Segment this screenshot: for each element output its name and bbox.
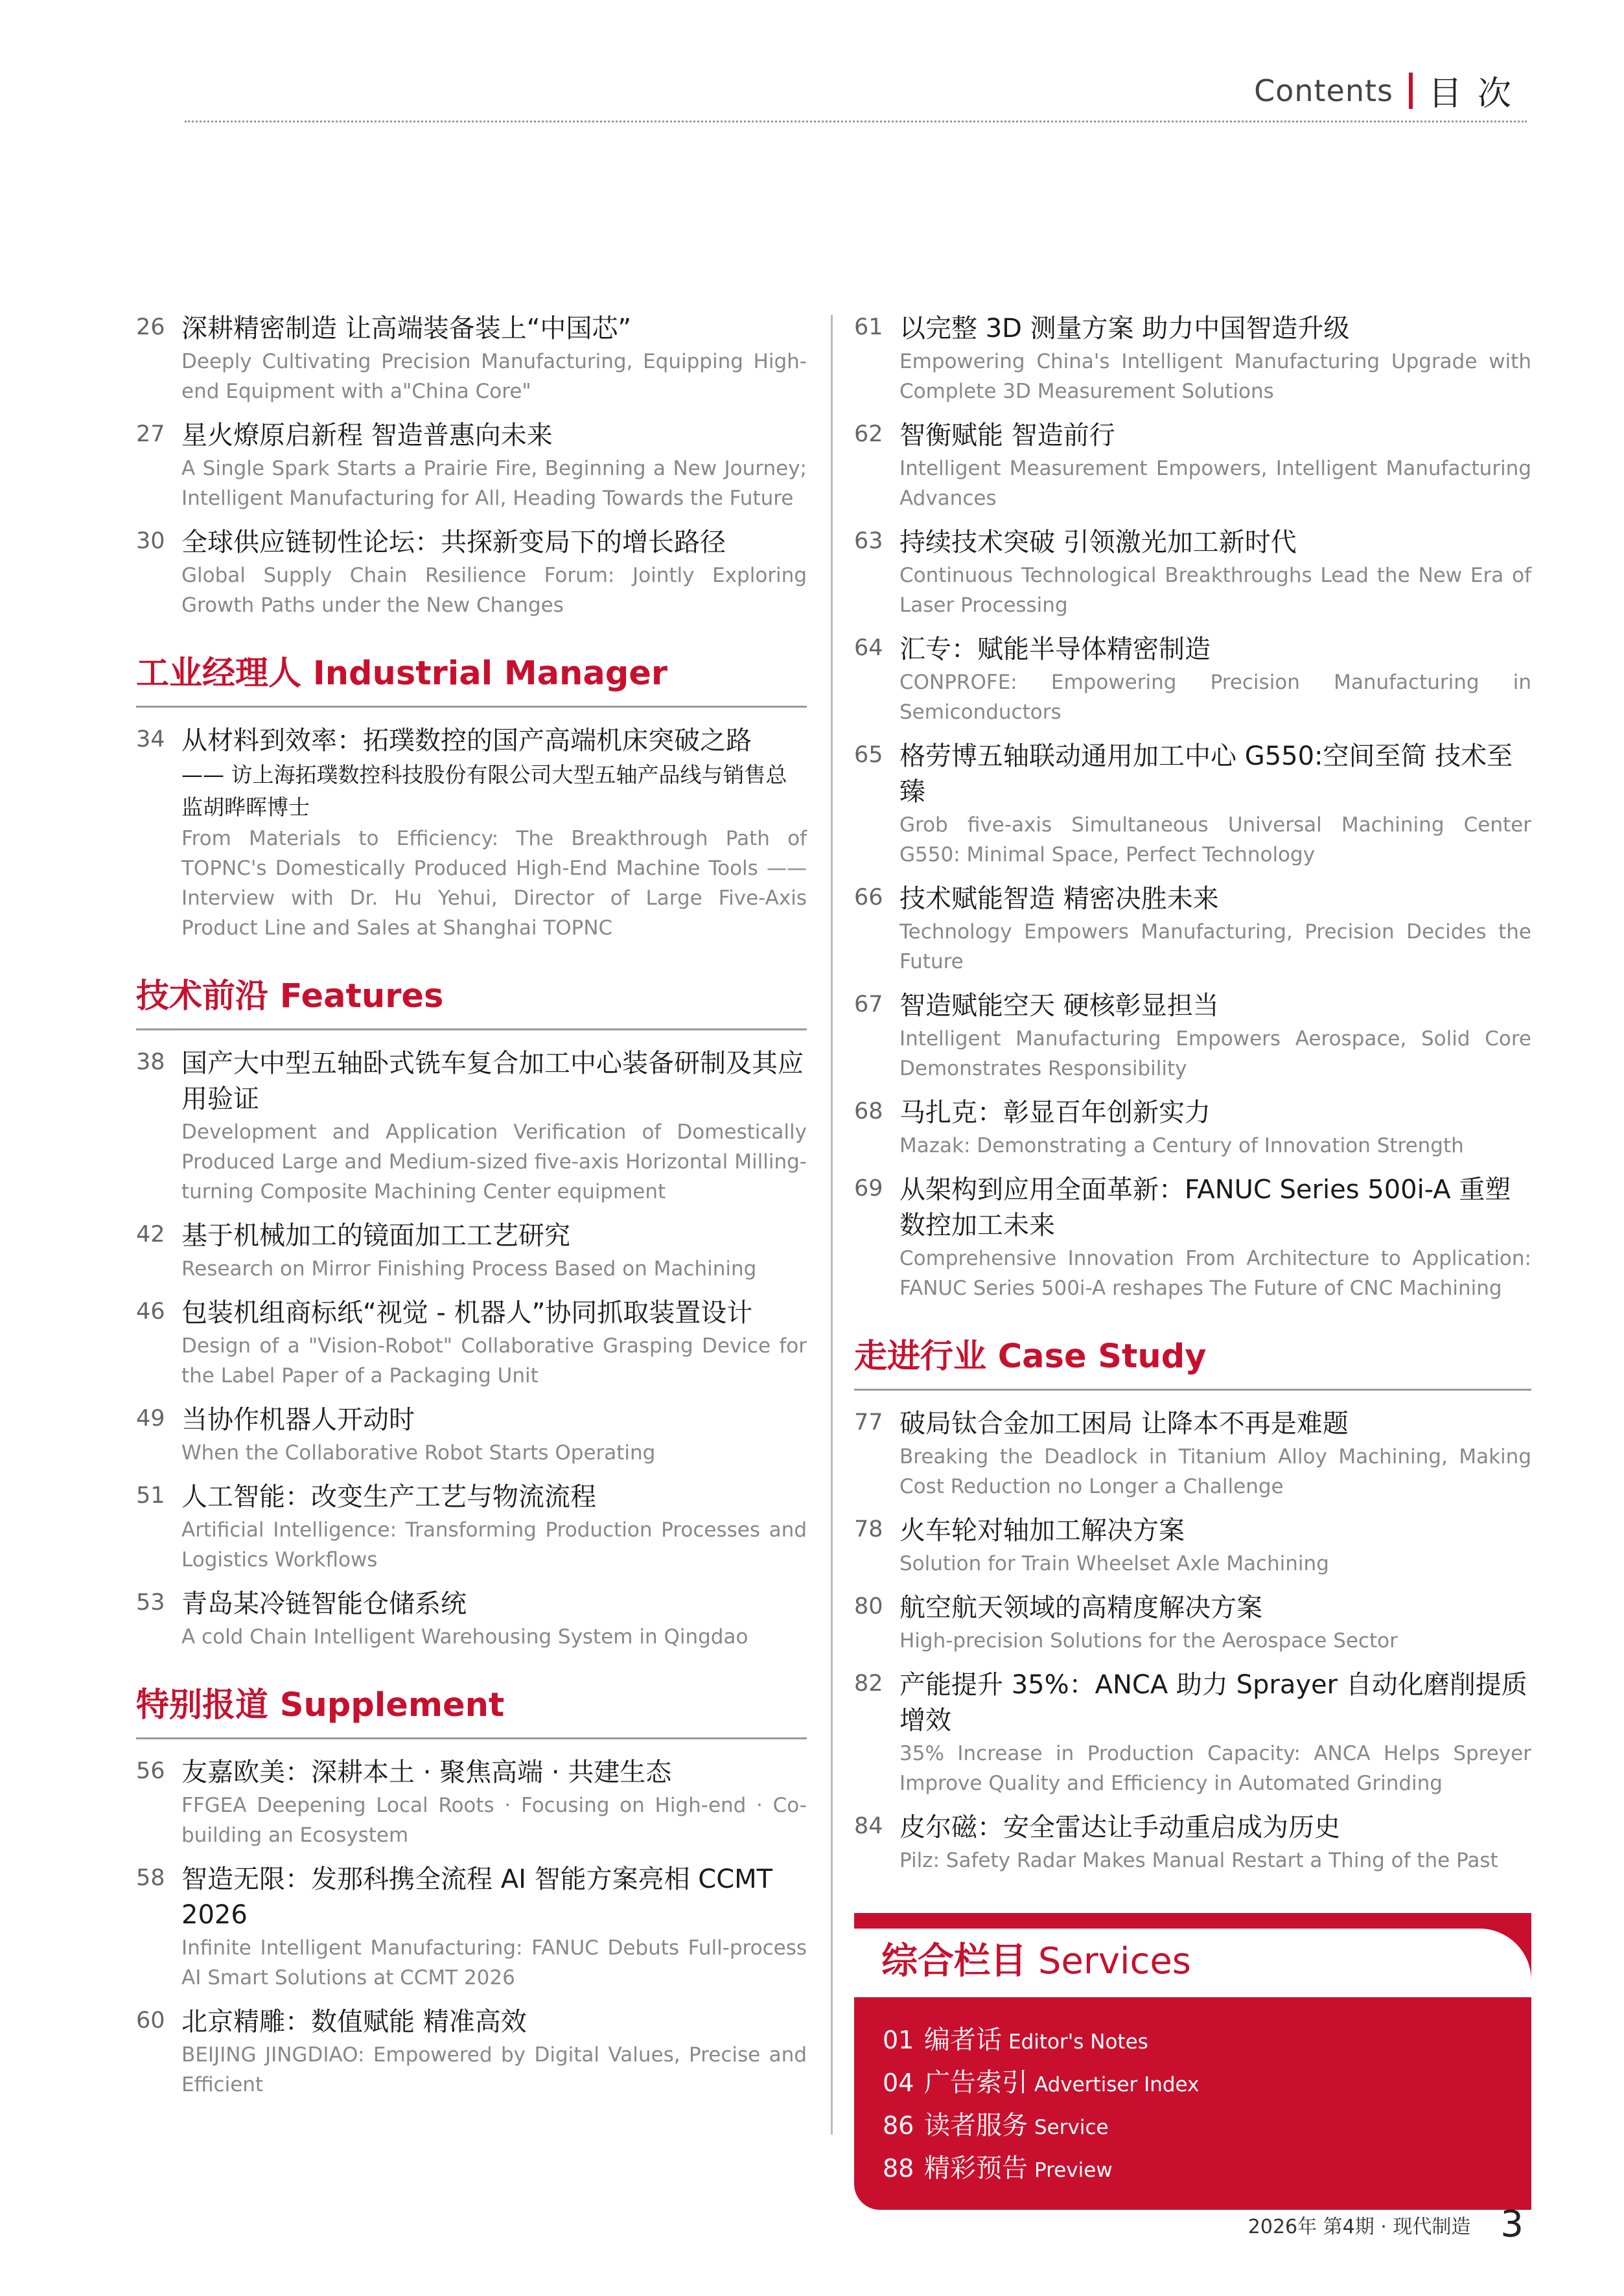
- toc-entry[interactable]: [854, 1590, 1531, 1656]
- toc-entry[interactable]: [854, 1095, 1531, 1161]
- toc-entry[interactable]: [136, 1755, 807, 1850]
- page-number: 26: [136, 314, 165, 340]
- title-en: When the Collaborative Robot Starts Operating: [181, 1441, 656, 1465]
- services-item-cn: 编者话: [924, 2025, 1002, 2055]
- toc-entry[interactable]: [854, 632, 1531, 727]
- toc-entry[interactable]: [136, 723, 807, 943]
- toc-entry[interactable]: [854, 1513, 1531, 1579]
- title-en: Intelligent Measurement Empowers, Intelligent Manufacturing Advances: [899, 457, 1531, 510]
- title-en: Infinite Intelligent Manufacturing: FANUC Debuts Full-process AI Smart Solutions at CCMT 2026: [181, 1936, 807, 1989]
- entry-body: [899, 1513, 1531, 1579]
- title-en: Research on Mirror Finishing Process Based on Machining: [181, 1257, 757, 1281]
- title-cn: 智衡赋能 智造前行: [899, 421, 1115, 450]
- title-cn: 马扎克：彰显百年创新实力: [899, 1098, 1211, 1128]
- entry-body: [899, 525, 1531, 620]
- toc-entry[interactable]: [854, 311, 1531, 406]
- column-divider: [831, 315, 833, 2135]
- services-item-en: Advertiser Index: [1034, 2073, 1200, 2096]
- entry-body: [181, 1295, 807, 1391]
- title-cn: 友嘉欧美：深耕本土 · 聚焦高端 · 共建生态: [181, 1757, 672, 1787]
- services-item-cn: 精彩预告: [924, 2153, 1028, 2183]
- title-en: Artificial Intelligence: Transforming Production Processes and Logistics Workflows: [181, 1518, 807, 1571]
- services-list: [854, 1997, 1531, 2210]
- entry-body: [899, 632, 1531, 727]
- title-en: Breaking the Deadlock in Titanium Alloy Machining, Making Cost Reduction no Longer a Challenge: [899, 1445, 1531, 1498]
- page-footer: [1248, 2203, 1524, 2245]
- services-box: [854, 1913, 1531, 2210]
- title-en: Empowering China's Intelligent Manufacturing Upgrade with Complete 3D Measurement Solutions: [899, 350, 1531, 403]
- services-item[interactable]: [883, 2019, 1505, 2062]
- page-number: 69: [854, 1176, 883, 1201]
- toc-entry[interactable]: [136, 525, 807, 620]
- entry-body: [899, 418, 1531, 513]
- services-item[interactable]: [883, 2148, 1505, 2190]
- services-item-page: 88: [883, 2154, 914, 2183]
- contents-heading: [1254, 66, 1527, 115]
- page-number: 77: [854, 1409, 883, 1435]
- entry-body: [181, 723, 807, 943]
- title-en: Continuous Technological Breakthroughs Lead the New Era of Laser Processing: [899, 564, 1531, 617]
- services-title-cn: 综合栏目: [881, 1940, 1027, 1982]
- title-cn: 从材料到效率：拓璞数控的国产高端机床突破之路: [181, 726, 752, 756]
- title-cn: 航空航天领域的高精度解决方案: [899, 1593, 1262, 1623]
- title-cn: 深耕精密制造 让高端装备装上“中国芯”: [181, 314, 632, 343]
- services-item-page: 01: [883, 2026, 914, 2054]
- title-en: Grob five-axis Simultaneous Universal Machining Center G550: Minimal Space, Perfect Technology: [899, 813, 1531, 866]
- title-en: Global Supply Chain Resilience Forum: Jointly Exploring Growth Paths under the New Changes: [181, 564, 807, 617]
- entry-body: [181, 311, 807, 406]
- entry-body: [181, 1402, 807, 1468]
- page-number: 61: [854, 314, 883, 340]
- page-number: 38: [136, 1049, 165, 1075]
- page-number: 30: [136, 528, 165, 554]
- section-heading: 特别报道 Supplement: [136, 1686, 807, 1739]
- title-en: A Single Spark Starts a Prairie Fire, Beginning a New Journey; Intelligent Manufacturing for All, Heading Towards the Future: [181, 457, 807, 510]
- title-cn: 青岛某冷链智能仓储系统: [181, 1589, 467, 1619]
- entry-body: [181, 1046, 807, 1207]
- page-number: 64: [854, 635, 883, 661]
- page-number: 65: [854, 742, 883, 768]
- entry-body: [181, 1862, 807, 1993]
- entry-body: [899, 1172, 1531, 1303]
- services-item[interactable]: [883, 2062, 1505, 2105]
- page-number: 63: [854, 528, 883, 554]
- page-number: 80: [854, 1594, 883, 1619]
- toc-entry[interactable]: [854, 1406, 1531, 1502]
- title-en: 35% Increase in Production Capacity: ANCA Helps Spreyer Improve Quality and Efficiency in Automated Grinding: [899, 1742, 1531, 1795]
- title-cn: 当协作机器人开动时: [181, 1405, 415, 1435]
- section-heading: 走进行业 Case Study: [854, 1337, 1531, 1391]
- page-number: 3: [1500, 2203, 1524, 2245]
- title-cn: 格劳博五轴联动通用加工中心 G550:空间至简 技术至臻: [899, 741, 1513, 807]
- entry-body: [181, 1218, 807, 1284]
- title-en: Solution for Train Wheelset Axle Machining: [899, 1552, 1329, 1575]
- subtitle-cn: —— 访上海拓璞数控科技股份有限公司大型五轴产品线与销售总监胡晔晖博士: [181, 762, 787, 820]
- title-en: Design of a "Vision-Robot" Collaborative Grasping Device for the Label Paper of a Packaging Unit: [181, 1334, 807, 1387]
- entry-body: [181, 1479, 807, 1575]
- header-divider: [1409, 73, 1413, 109]
- title-cn: 产能提升 35%：ANCA 助力 Sprayer 自动化磨削提质增效: [899, 1670, 1527, 1735]
- toc-entry[interactable]: [136, 1479, 807, 1575]
- services-title: [854, 1929, 1531, 1997]
- services-item-page: 86: [883, 2111, 914, 2140]
- entry-body: [181, 1755, 807, 1850]
- toc-entry[interactable]: [854, 988, 1531, 1084]
- page-number: 53: [136, 1590, 165, 1616]
- services-item[interactable]: [883, 2105, 1505, 2148]
- toc-entry[interactable]: [854, 1172, 1531, 1303]
- page-number: 60: [136, 2008, 165, 2034]
- entry-body: [181, 1586, 807, 1652]
- title-cn: 星火燎原启新程 智造普惠向未来: [181, 421, 553, 450]
- services-item-cn: 读者服务: [924, 2111, 1028, 2140]
- title-cn: 技术赋能智造 精密决胜未来: [899, 884, 1219, 914]
- entry-body: [899, 739, 1531, 870]
- services-item-en: Editor's Notes: [1008, 2030, 1148, 2054]
- entry-body: [899, 1590, 1531, 1656]
- title-cn: 智造赋能空天 硬核彰显担当: [899, 991, 1219, 1021]
- title-cn: 全球供应链韧性论坛：共探新变局下的增长路径: [181, 528, 726, 557]
- title-cn: 北京精雕：数值赋能 精准高效: [181, 2007, 527, 2037]
- page-number: 67: [854, 991, 883, 1017]
- title-en: From Materials to Efficiency: The Breakthrough Path of TOPNC's Domestically Produced High-End Machine Tools ——Interview with Dr. Hu Yehui, Director of Large Five-Axis Product Line and Sales at Shanghai TOPNC: [181, 827, 807, 940]
- title-en: Mazak: Demonstrating a Century of Innovation Strength: [899, 1134, 1464, 1157]
- title-cn: 持续技术突破 引领激光加工新时代: [899, 528, 1297, 557]
- entry-body: [899, 1667, 1531, 1798]
- page-number: 46: [136, 1299, 165, 1325]
- right-column: [854, 311, 1531, 2210]
- services-title-en: Services: [1038, 1940, 1191, 1982]
- left-column: [136, 311, 807, 2100]
- entry-body: [899, 988, 1531, 1084]
- title-cn: 以完整 3D 测量方案 助力中国智造升级: [899, 314, 1350, 343]
- page-number: 58: [136, 1865, 165, 1891]
- entry-body: [181, 2004, 807, 2100]
- page-number: 82: [854, 1671, 883, 1697]
- entry-body: [181, 525, 807, 620]
- toc-entry[interactable]: [854, 1667, 1531, 1798]
- toc-entry[interactable]: [136, 1218, 807, 1284]
- services-item-en: Service: [1034, 2116, 1109, 2139]
- title-cn: 火车轮对轴加工解决方案: [899, 1516, 1185, 1546]
- title-en: Development and Application Verification of Domestically Produced Large and Medium-sized five-axis Horizontal Milling-turning Composite Machining Center equipment: [181, 1120, 807, 1203]
- page-number: 68: [854, 1098, 883, 1124]
- page-number: 34: [136, 726, 165, 752]
- title-en: A cold Chain Intelligent Warehousing System in Qingdao: [181, 1625, 748, 1649]
- services-top-bar: [854, 1913, 1531, 1929]
- title-cn: 智造无限：发那科携全流程 AI 智能方案亮相 CCMT 2026: [181, 1864, 773, 1930]
- entry-body: [899, 1810, 1531, 1875]
- services-item-page: 04: [883, 2069, 914, 2097]
- section-heading: 工业经理人 Industrial Manager: [136, 654, 807, 708]
- page-number: 62: [854, 421, 883, 447]
- title-cn: 包装机组商标纸“视觉 - 机器人”协同抓取装置设计: [181, 1298, 753, 1328]
- title-en: High-precision Solutions for the Aerospace Sector: [899, 1629, 1398, 1652]
- title-cn: 国产大中型五轴卧式铣车复合加工中心装备研制及其应用验证: [181, 1049, 804, 1114]
- title-en: Deeply Cultivating Precision Manufacturing, Equipping High-end Equipment with a"China Core": [181, 350, 807, 403]
- toc-entry[interactable]: [136, 311, 807, 406]
- page-header: [185, 65, 1527, 122]
- entry-body: [181, 418, 807, 513]
- toc-entry[interactable]: [854, 525, 1531, 620]
- toc-entry[interactable]: [136, 418, 807, 513]
- page-number: 84: [854, 1813, 883, 1839]
- toc-entry[interactable]: [136, 1046, 807, 1207]
- title-en: BEIJING JINGDIAO: Empowered by Digital Values, Precise and Efficient: [181, 2043, 807, 2096]
- title-cn: 破局钛合金加工困局 让降本不再是难题: [899, 1409, 1349, 1439]
- title-cn: 基于机械加工的镜面加工工艺研究: [181, 1221, 570, 1251]
- page-number: 49: [136, 1406, 165, 1432]
- title-cn: 皮尔磁：安全雷达让手动重启成为历史: [899, 1813, 1340, 1842]
- title-en: Intelligent Manufacturing Empowers Aerospace, Solid Core Demonstrates Responsibility: [899, 1027, 1531, 1080]
- toc-entry[interactable]: [854, 418, 1531, 513]
- page-number: 56: [136, 1758, 165, 1784]
- toc-entry[interactable]: [136, 1295, 807, 1391]
- title-en: Pilz: Safety Radar Makes Manual Restart a Thing of the Past: [899, 1849, 1498, 1872]
- toc-entry[interactable]: [136, 1586, 807, 1652]
- issue-info: 2026年 第4期 · 现代制造: [1247, 2215, 1471, 2238]
- toc-entry[interactable]: [136, 1862, 807, 1993]
- title-en: Comprehensive Innovation From Architecture to Application: FANUC Series 500i-A reshapes The Future of CNC Machining: [899, 1247, 1531, 1300]
- page-number: 51: [136, 1483, 165, 1509]
- toc-entry[interactable]: [136, 2004, 807, 2100]
- page-number: 42: [136, 1222, 165, 1247]
- title-en: CONPROFE: Empowering Precision Manufacturing in Semiconductors: [899, 671, 1531, 724]
- entry-body: [899, 311, 1531, 406]
- page-number: 78: [854, 1516, 883, 1542]
- entry-body: [899, 1406, 1531, 1502]
- toc-entry[interactable]: [854, 881, 1531, 977]
- entry-body: [899, 881, 1531, 977]
- page-number: 66: [854, 885, 883, 910]
- title-cn: 从架构到应用全面革新：FANUC Series 500i-A 重塑数控加工未来: [899, 1175, 1511, 1240]
- toc-entry[interactable]: [854, 1810, 1531, 1875]
- title-cn: 人工智能：改变生产工艺与物流流程: [181, 1482, 596, 1512]
- title-en: Technology Empowers Manufacturing, Precision Decides the Future: [899, 920, 1531, 973]
- page-number: 27: [136, 421, 165, 447]
- section-heading: 技术前沿 Features: [136, 977, 807, 1030]
- title-cn: 汇专：赋能半导体精密制造: [899, 634, 1211, 664]
- title-en: FFGEA Deepening Local Roots · Focusing on High-end · Co-building an Ecosystem: [181, 1794, 807, 1847]
- toc-entry[interactable]: [136, 1402, 807, 1468]
- contents-cn: 目次: [1428, 75, 1527, 113]
- services-item-cn: 广告索引: [924, 2068, 1028, 2098]
- contents-en: Contents: [1254, 73, 1393, 108]
- toc-entry[interactable]: [854, 739, 1531, 870]
- entry-body: [899, 1095, 1531, 1161]
- services-item-en: Preview: [1034, 2159, 1113, 2182]
